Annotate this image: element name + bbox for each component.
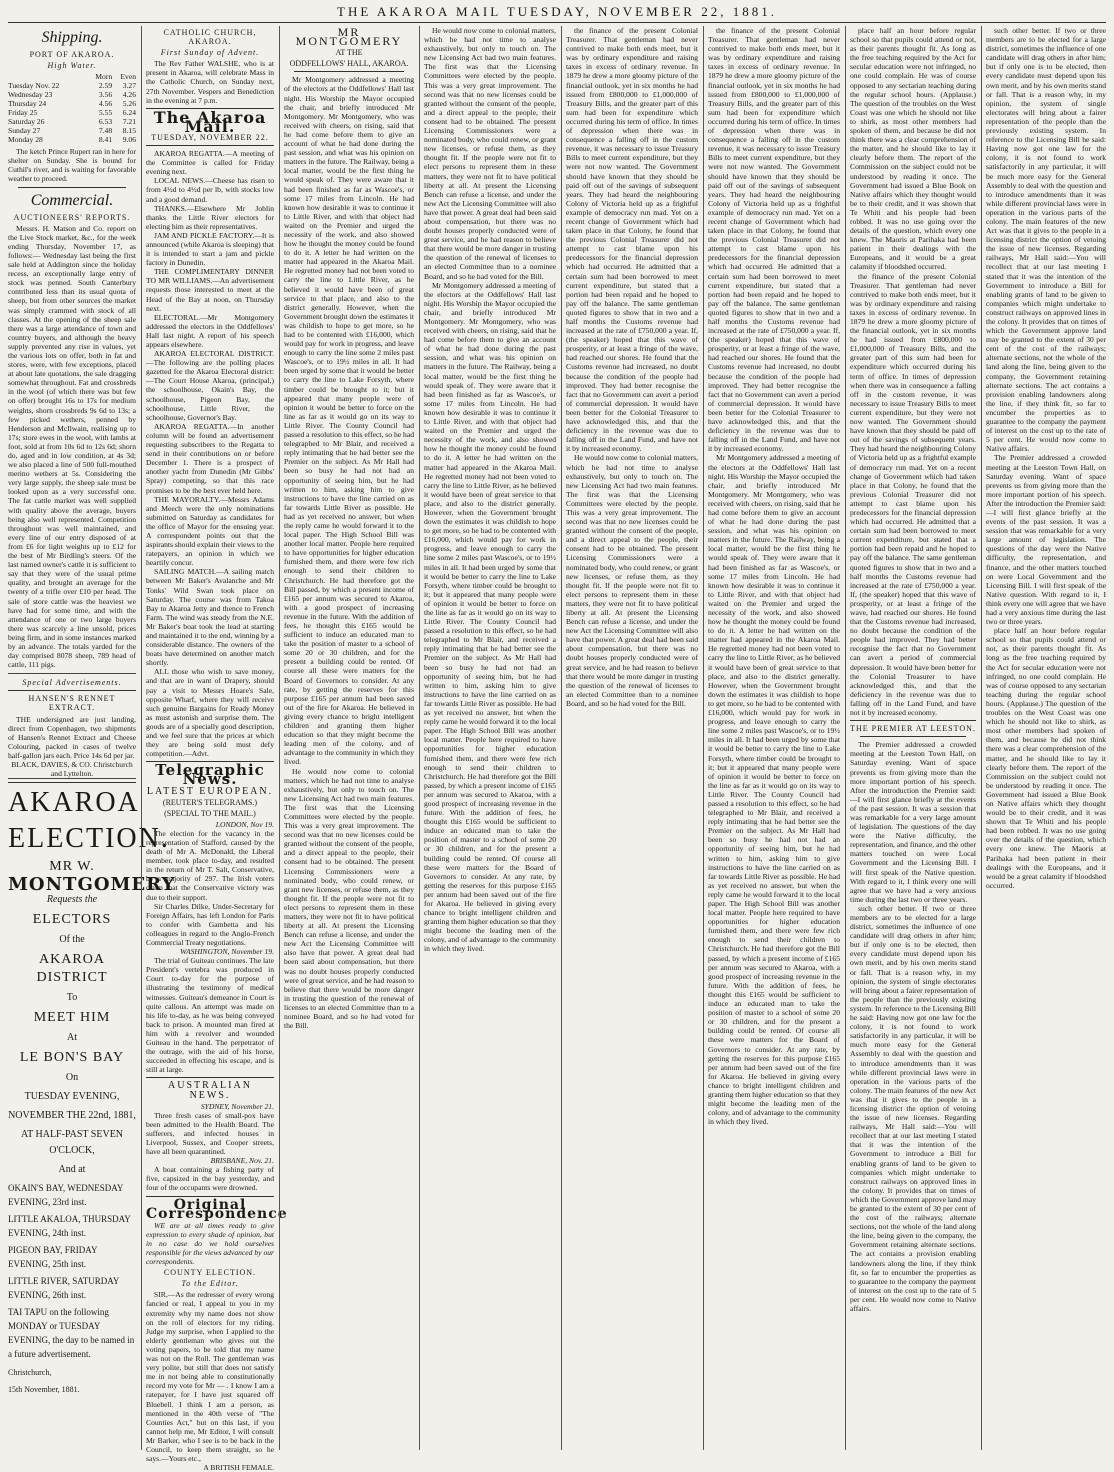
church-body: The Rev Father WALSHE, who is at present in Akaroa, will celebrate Mass in the Catholic Church, on Sunday next, 27th November. Vespers and Benediction in the evening at 7 p.m. — [146, 59, 274, 105]
column-1 — [8, 26, 176, 1450]
hansen-title: HANSEN'S RENNET EXTRACT. — [28, 694, 116, 713]
news-paragraph: The trial of Guiteau continues. The late President's vertebra was produced in Court to-day for the purpose of illustrating the testimony of medical witnesses. Guiteau's demeanor in Court is quite callous. An attempt was made on his life to-day, as he was being conveyed back to prison. A mounted man fired at him with a revolver and wounded Guiteau in the hand. The perpetrator of the outrage, with the aid of his horse, succeeded in effecting his escape, and is still at large. — [146, 956, 274, 1075]
tide-day: Friday 25 — [8, 108, 38, 118]
tide-day: Sunday 27 — [8, 126, 41, 136]
telegraphic-sub1: LATEST EUROPEAN. — [146, 785, 274, 797]
election-ad-line5: Requests the — [46, 894, 98, 906]
tide-even: 7.21 — [122, 117, 136, 127]
dateline: BRISBANE, Nov. 21. — [210, 1156, 274, 1166]
news-paragraph: AKAROA REGATTA.—A meeting of the Committee is called for Friday evening next. — [146, 149, 274, 177]
column-4 — [424, 26, 556, 1450]
divider — [18, 187, 126, 188]
telegraphic-sub3: (SPECIAL TO THE MAIL.) — [164, 808, 256, 818]
hansen-body: THE undersigned are just landing, direct from Copenhagen, two shipments of Hansen's Rennet Extract and Cheese Colouring, packed in cases of twelve half-gallon jars each. Price 14s 6d per jar. — [8, 714, 136, 760]
speech-continued: Mr Montgomery addressed a meeting of the electors at the Oddfellows' Hall last night. His Worship the Mayor occupied the chair, and briefly introduced Mr Montgomery. Mr Montgomery, who was received with cheers, on rising, said that he had come before them to give an account of what he had done during the past session, and what was his opinion on matters in the future. The Railway, being a local matter, would be the first thing he would speak of. They were aware that it had been finished as far as Wascoe's, or some 17 miles from Lincoln. He had known how desirable it was to continue it to Little River, and with that object had waited on the Premier and urged the necessity of the work, and also showed how he thought the money could be found to do it. A letter he had written on the matter had appeared in the Akaroa Mail. He regretted money had not been voted to carry the line to Little River, as he believed it would have been of great service to that place, and also to the district generally. However, when the Government brought down the estimates it was childish to hope to get more, so he had to be contented with £16,000, which would pay for work in progress, and leave enough to carry the line some 2 miles past Wascoe's, or to 19½ miles in all. It had been urged by some that it would be better to carry the line to Lake Forsyth, where timber could be brought to it; but it appeared that many people were of opinion it would be better to force on the line as far as it would go on its way to Little River. The County Council had passed a resolution to this effect, so he had telegraphed to Mr Blair, and received a reply intimating that he had better see the Premier on the subject. As Mr Hall had been so busy he had not had an opportunity of seeing him, but he had written to him, asking him to give instructions to have the line carried on as far towards Little River as possible. He had as yet received no answer, but when the reply came he would forward it to the local paper. The High School Bill was another local matter. People here required to have opportunities for higher education furnished them, and there were few rich enough to send their children to Christchurch. He had therefore got the Bill passed, by which a present income of £165 per annum was secured to Akaroa, with a good prospect of increasing revenue in the future. With the addition of fees, he thought this £165 would be sufficient to induce an educated man to take the position of master to a school of some 20 or 30 children, and for the present a building could be rented. Of course all these were matters for the Board of Governors to consider. At any rate, by getting the reserves for this purpose £165 per annum had been saved out of the fire for Akaroa. He believed in giving every chance to bright intelligent children and granting them higher education so that they might become the leading men of the colony, and of advantage to the community in which they lived. — [708, 453, 841, 1127]
column-rule — [561, 26, 562, 1450]
telegraphic-sub2: (REUTER'S TELEGRAMS.) — [162, 797, 258, 807]
list-item: LITTLE RIVER, SATURDAY EVENING, 26th inst. — [8, 1276, 120, 1301]
table-row — [8, 126, 136, 135]
tide-day: Wednesday 23 — [8, 90, 53, 100]
montgomery-sub1: AT THE — [335, 48, 363, 58]
table-row — [8, 117, 136, 126]
speech-continued: He would now come to colonial matters, which he had not time to analyse exhaustively, but only to touch on. The new Licensing Act had two main features. The first was that the Licensing Committees were elected by the people. This was a very great improvement. The second was that no new licenses could be granted without the consent of the people, and a direct appeal to the people, their consent had to be obtained. The present Licensing Commissioners were a nominated body, who could renew, or grant new licenses, or refuse them, as they thought fit. If the people were not fit to elect persons to represent them in these matters, they were not fit to have political liberty at all. At present the Licensing Bench can refuse a license, and under the new Act the Licensing Committee will also have that power. A great deal had been said about compensation, but there was no doubt houses properly conducted were of great service, and he had reason to believe that there would be more danger in trusting the question of the renewal of licenses to an elected Committee than to a nominee Board, and so he had voted for the Bill. — [566, 453, 698, 708]
dateline: WASHINGTON, November 19. — [180, 947, 274, 957]
australian-title: AUSTRALIAN NEWS. — [168, 1080, 252, 1101]
news-paragraph: THE COMPLIMENTARY DINNER TO MR WILLIAMS.—An advertisement requests those interested to meet at the Head of the Bay at noon, on Thursday next. — [146, 267, 274, 313]
column-6 — [708, 26, 840, 1450]
election-ad-line10: MEET HIM — [33, 1010, 111, 1026]
shipping-note: The ketch Prince Rupert ran in here for shelter on Sunday. She is bound for Cuthil's river, and is waiting for favorable weather to proceed. — [8, 147, 136, 184]
news-paragraph: ALL those who wish to save money, and that are in want of Drapery, should pay a visit to Messrs Hoare's Sale, opposite Wharf, where they will receive such genuine Bargains for Ready Money as must astonish and surprise them. The goods are of a specially good description, and we feel sure that the prices at which they are being sold must defy competition.—Advt. — [146, 667, 274, 759]
column-5 — [566, 26, 698, 1450]
election-ad-line1: AKAROA — [8, 787, 140, 819]
election-ad-line9: To — [66, 992, 78, 1004]
election-ad-line12: LE BON'S BAY — [19, 1050, 125, 1066]
list-item: LITTLE AKALOA, THURSDAY EVENING, 24th inst. — [8, 1214, 131, 1239]
election-ad-line6: ELECTORS — [32, 912, 112, 928]
election-ad-line7: Of the — [59, 934, 85, 946]
montgomery-sub2: ODDFELLOWS' HALL, AKAROA. — [289, 59, 409, 69]
speech-continued: Mr Montgomery addressed a meeting of the electors at the Oddfellows' Hall last night. His Worship the Mayor occupied the chair, and briefly introduced Mr Montgomery. Mr Montgomery, who was received with cheers, on rising, said that he had come before them to give an account of what he had done during the past session, and what was his opinion on matters in the future. The Railway, being a local matter, would be the first thing he would speak of. They were aware that it had been finished as far as Wascoe's, or some 17 miles from Lincoln. He had known how desirable it was to continue it to Little River, and with that object had waited on the Premier and urged the necessity of the work, and also showed how he thought the money could be found to do it. A letter he had written on the matter had appeared in the Akaroa Mail. He regretted money had not been voted to carry the line to Little River, as he believed it would have been of great service to that place, and also to the district generally. However, when the Government brought down the estimates it was childish to hope to get more, so he had to be contented with £16,000, which would pay for work in progress, and leave enough to carry the line some 2 miles past Wascoe's, or to 19½ miles in all. It had been urged by some that it would be better to carry the line to Lake Forsyth, where timber could be brought to it; but it appeared that many people were of opinion it would be better to force on the line as far as it would go on its way to Little River. The County Council had passed a resolution to this effect, so he had telegraphed to Mr Blair, and received a reply intimating that he had better see the Premier on the subject. As Mr Hall had been so busy he had not had an opportunity of seeing him, but he had written to him, asking him to give instructions to have the line carried on as far towards Little River as possible. He had as yet received no answer, but when the reply came he would forward it to the local paper. The High School Bill was another local matter. People here required to have opportunities for higher education furnished them, and there were few rich enough to send their children to Christchurch. He had therefore got the Bill passed, by which a present income of £165 per annum was secured to Akaroa, with a good prospect of increasing revenue in the future. With the addition of fees, he thought this £165 would be sufficient to induce an educated man to take the position of master to a school of some 20 or 30 children, and for the present a building could be rented. Of course all these were matters for the Board of Governors to consider. At any rate, by getting the reserves for this purpose £165 per annum had been saved out of the fire for Akaroa. He believed in giving every chance to bright intelligent children and granting them higher education so that they might become the leading men of the colony, and of advantage to the community in which they lived. — [424, 280, 557, 954]
commercial-body: Messrs. H. Matson and Co. report on the Live Stock market, &c., for the week ending Thursday, November 17, as follows:— Wednesday last being the first sale held at Addington since the holiday recess, an exceptionally large entry of stock was penned. South Canterbury contributed less than its usual quota of sheep, but from other sources the market was simply crammed with stock of all classes. At the opening of the sheep sale there was a large attendance of town and country buyers, and although the heavy supply prevented any rise in values, yet the various lots on offer, both in fat and stores, were, with few exceptions, placed at about late quotations, the sale dragging somewhat throughout. Fat and crossbreds in the wool (of which there was but few on offer) brought 16s to 17s for medium weights, shorn crossbreds 9s 6d to 13s; a few picked wethers, penned by Henderson and McIlwain, realising up to 17s; store ewes in the wool, with lambs at foot, sold at from 10s 6d to 12s 6d; shorn do, aged and in low condition, at 4s 3d; we also placed a line of 500 full-mouthed merino wethers at 5s. Considering the very large supply, the sheep sale must be looked upon as a very successful one. The fat cattle market was well supplied with quality above the average, buyers being also well represented. Competition throughout was well maintained, and every line of our entry disposed of at from £6 for light weights up to £12 for the best of Mr Birdling's steers. Of the last named owner's cattle it is sufficient to say that they were of the usual prime quality, and brought an average for the twenty of a trifle over £10 per head. The sale of store cattle was the heaviest we have had for some time, and with the attendance of one or two large buyers there was scarcely a line unsold, prices being firm, and in some instances marked by an advance. The totals yarded for the day comprised 8078 sheep, 789 head of cattle, 111 pigs. — [8, 223, 136, 670]
news-paragraph: JAM AND PICKLE FACTORY.—It is announced (while Akaroa is sleeping) that it is intended to start a jam and pickle factory in Dunedin. — [146, 230, 274, 268]
shipping-title: Shipping. — [41, 29, 103, 46]
news-paragraph: ELECTORAL.—Mr Montgomery addressed the electors in the Oddfellows' Hall last night. A report of his speech appears elsewhere. — [146, 312, 274, 349]
election-ad-line17: And at — [58, 1164, 86, 1176]
montgomery-title: MR MONTGOMERY — [295, 25, 403, 49]
election-ad-line14: TUESDAY EVENING, — [24, 1091, 120, 1103]
tide-even: 8.15 — [122, 126, 136, 136]
tide-even: 5.26 — [122, 99, 136, 109]
election-ad-line11: At — [67, 1032, 77, 1044]
column-rule — [279, 26, 280, 1450]
column-rule — [845, 26, 846, 1450]
column-7 — [850, 26, 976, 1450]
column-rule — [703, 26, 704, 1450]
tide-day: Tuesday Nov. 22 — [8, 81, 60, 91]
letter-sign: A BRITISH FEMALE. — [203, 1463, 274, 1472]
election-ad-line15: NOVEMBER THE 22nd, 1881, — [8, 1110, 136, 1122]
top-rule — [8, 22, 1106, 23]
table-row — [8, 90, 136, 99]
news-paragraph: The election for the vacancy in the representation of Stafford, caused by the death of Mr A. McDonald, the Liberal member, took place to-day, and resulted in the return of Mr T. Salt, Conservative, by a majority of 297. The Irish voters claim that the Conservative victory was due to their support. — [146, 828, 274, 902]
column-2 — [146, 26, 288, 1472]
premier-body-cont: such other better. If two or three members are to be elected for a large district, sometimes the influence of one candidate will drag others in after him; but if only one is to be elected, then every candidate must depend upon his own merit, and by his own merits stand or fall. That is a reason why, in my opinion, the system of single electorates will bring about a fairer representation of the people than the previously existing system. In reference to the Licensing Bill he said: Having now got one law for the colony, it is not found to work satisfactorily in any particular, it will be much more easy for the General Assembly to deal with the question and to introduce amendments than it was while different provincial laws were in operation in the various parts of the colony. The main features of the new Act was that it gives to the people in a licensing district the option of vetoing the issue of new licenses. Regarding railways, Mr Hall said:—You will recollect that at our last meeting I stated that it was the intention of the Government to introduce a Bill for enabling grants of land to be given to companies which might undertake to construct railways on approved lines in the colony. It provides that on times of which the Government approve land may be granted to the extent of 30 per cent of the cost of the railways; alternate sections, not the whole of the land along the line, being given to the company, the Government retaining alternate sections. The act contains a provision enabling landowners along the line, if they think fit, so far to encumber the properties as to guarantee to the company the payment of interest on the cost up to the rate of 5 per cent. He would now come to Native affairs. — [850, 903, 976, 1314]
tide-morn: 5.55 — [98, 108, 113, 118]
tide-col-morn: Morn — [95, 72, 113, 82]
election-ad-date: 15th November, 1881. — [8, 1385, 80, 1395]
speech-continued: The Premier addressed a crowded meeting at the Leeston Town Hall, on Saturday evening. Want of space prevents us from giving more than the more important portion of his speech. After the introduction the Premier said:—I will first glance briefly at the events of the past session. It was a session that was remarkable for a very large amount of legislation. The questions of the day were the Native difficulty, the representation, and finance, and the other matters touched on were Local Government and the Licensing Bill. I will first speak of the Native question. With regard to it, I think every one will agree that we have had a very anxious time during the last two or three years. — [986, 453, 1106, 627]
column-rule — [141, 26, 142, 1450]
high-water-heading: High Water. — [47, 61, 97, 71]
election-ad — [8, 786, 176, 1395]
tide-even: 3.27 — [122, 81, 136, 91]
tide-header-row — [8, 72, 136, 81]
premier-title: THE PREMIER AT LEESTON. — [850, 724, 976, 734]
tide-morn: 6.53 — [98, 117, 113, 127]
tide-day: Saturday 26 — [8, 117, 45, 127]
news-paragraph: Three fresh cases of small-pox have been admitted to the Health Board. The sufferers, and infected houses in Liverpool, Sussex, and Cooper streets, have all been quarantined. — [146, 1110, 274, 1157]
election-ad-line4: MONTGOMERY — [8, 874, 176, 896]
divider — [860, 736, 966, 737]
speech-continued: He would now come to colonial matters, which he had not time to analyse exhaustively, but only to touch on. The new Licensing Act had two main features. The first was that the Licensing Committees were elected by the people. This was a very great improvement. The second was that no new licenses could be granted without the consent of the people, and a direct appeal to the people, their consent had to be obtained. The present Licensing Commissioners were a nominated body, who could renew, or grant new licenses, or refuse them, as they thought fit. If the people were not fit to elect persons to represent them in these matters, they were not fit to have political liberty at all. At present the Licensing Bench can refuse a license, and under the new Act the Licensing Committee will also have that power. A great deal had been said about compensation, but there was no doubt houses properly conducted were of great service, and he had reason to believe that there would be more danger in trusting the question of the renewal of licenses to an elected Committee than to a nominee Board, and so he had voted for the Bill. — [424, 26, 556, 281]
commercial-title: Commercial. — [30, 191, 114, 209]
election-ad-line3: MR W. — [49, 859, 95, 875]
speech-continued: place half an hour before regular school so that pupils could attend or not, as their parents thought fit. As long as the free teaching required by the Act for secular education were not infringed, no one could complain. He was of course opposed to any sectarian teaching during the regular school hours. (Applause.) The question of the troubles on the West Coast was one which he should not like to shirk, as most other members had spoken of them, and because he did not think there was a clear comprehension of the matter, and he should like to lay it clearly before them. The report of the Commission on the subject could not be understood by reading it once. The Government had issued a Blue Book on Native affairs which they thought would be to their credit, and it was shown that Te Whiti and his people had been robbed. It was no use going over the details of the question, which every one knew. The Maoris at Parihaka had been patient in their dealings with the Europeans, and it would be a great calamity if bloodshed occurred. — [850, 26, 976, 272]
port-heading: PORT OF AKAROA. — [29, 50, 115, 59]
correspondence-note: WE are at all times ready to give expression to every shade of opinion, but in no case do we hold ourselves responsible for the views advanced by our correspondents. — [146, 1220, 274, 1267]
tide-even: 4.26 — [122, 90, 136, 100]
dateline: LONDON, Nov 19. — [215, 819, 274, 829]
tide-morn: 8.41 — [98, 135, 113, 145]
masthead: THE AKAROA MAIL TUESDAY, NOVEMBER 22, 1881. — [337, 4, 777, 19]
divider — [8, 690, 136, 691]
divider — [850, 720, 976, 721]
meeting-schedule — [8, 1181, 136, 1361]
news-paragraph: THANKS.—Elsewhere Mr Joblin thanks the Little River electors for electing him as their representatives. — [146, 203, 274, 231]
speech-continued: the finance of the present Colonial Treasurer. That gentleman had never contrived to make both ends meet, but it was by ordinary expenditure and raising taxes in excess of ordinary revenue. In 1879 he drew a more gloomy picture of the financial outlook, yet in six months he had issued from £800,000 to £1,000,000 of Treasury Bills, and the greater part of this sum had been for expenditure which occurred during his term of office. In times of depression when there was in consequence a falling off in the custom revenue, it was necessary to issue Treasury Bills to meet current expenditure, but they were not now wanted. The Government should have known that they should be paid off out of the savings of subsequent years. They had heard the neighbouring Colony of Victoria held up as a frightful example of democracy run mad. Yet on a recent change of Government which had taken place in that Colony, he found that the previous Colonial Treasurer did not attempt to cast blame upon his predecessors for the financial depression which had occurred. He admitted that a certain sum had been borrowed to meet current expenditure, but stated that a portion had been repaid and he hoped to pay off the balance. The same gentleman quoted figures to show that in two and a half months the Customs revenue had increased at the rate of £750,000 a year. If, (the speaker) hoped that this wave of prosperity, or at least a fringe of the wave, had reached our shores. He found that the Customs revenue had increased, no doubt because the condition of the people had improved. They had better recognise the fact that no Government can avert a period of commercial depression. It would have been better for the Colonial Treasurer to have acknowledged this, and that the deficiency in the revenue was due to falling off in the Land Fund, and have not it by increased economy. — [850, 271, 976, 718]
hansen-sign: BLACK, DAVIES, & CO. Christchurch and Lyttelton. — [11, 760, 133, 779]
list-item: PIGEON BAY, FRIDAY EVENING, 25th inst. — [8, 1245, 98, 1270]
news-paragraph: Sir Charles Dilke, Under-Secretary for Foreign Affairs, has left London for Paris to confer with Gambetta and his colleagues in regard to the Anglo-French Commercial Treaty negotiations. — [146, 901, 274, 947]
letter-title: COUNTY ELECTION. — [163, 1268, 257, 1278]
news-paragraph: LOCAL NEWS.—Cheese has risen to from 4½d to 4½d per lb, with stocks low and a good demand. — [146, 176, 274, 204]
tide-morn: 3.56 — [98, 90, 113, 100]
tide-morn: 2.59 — [98, 81, 113, 91]
tide-even: 6.24 — [122, 108, 136, 118]
tide-col-even: Even — [120, 72, 136, 82]
special-ads-title: Special Advertisements. — [22, 678, 122, 688]
auctioneers-heading: AUCTIONEERS' REPORTS. — [13, 212, 131, 222]
premier-body: The Premier addressed a crowded meeting at the Leeston Town Hall, on Saturday evening. Want of space prevents us from giving more than the more important portion of his speech. After the introduction the Premier said:—I will first glance briefly at the events of the past session. It was a session that was remarkable for a very large amount of legislation. The questions of the day were the Native difficulty, the representation, and finance, and the other matters touched on were Local Government and the Licensing Bill. I will first speak of the Native question. With regard to it, I think every one will agree that we have had a very anxious time during the last two or three years. — [850, 740, 976, 904]
divider — [294, 71, 404, 72]
table-row — [8, 135, 136, 144]
column-3 — [284, 26, 414, 1450]
telegraphic-title: Telegraphic News. — [155, 761, 265, 789]
table-row — [8, 81, 136, 90]
column-rule — [981, 26, 982, 1450]
speech-body: Mr Montgomery addressed a meeting of the electors at the Oddfellows' Hall last night. His Worship the Mayor occupied the chair, and briefly introduced Mr Montgomery. Mr Montgomery, who was received with cheers, on rising, said that he had come before them to give an account of what he had done during the past session, and what was his opinion on matters in the future. The Railway, being a local matter, would be the first thing he would speak of. They were aware that it had been finished as far as Wascoe's, or some 17 miles from Lincoln. He had known how desirable it was to continue it to Little River, and with that object had waited on the Premier and urged the necessity of the work, and also showed how he thought the money could be found to do it. A letter he had written on the matter had appeared in the Akaroa Mail. He regretted money had not been voted to carry the line to Little River, as he believed it would have been of great service to that place, and also to the district generally. However, when the Government brought down the estimates it was childish to hope to get more, so he had to be contented with £16,000, which would pay for work in progress, and leave enough to carry the line some 2 miles past Wascoe's, or to 19½ miles in all. It had been urged by some that it would be better to carry the line to Lake Forsyth, where timber could be brought to it; but it appeared that many people were of opinion it would be better to force on the line as far as it would go on its way to Little River. The County Council had passed a resolution to this effect, so he had telegraphed to Mr Blair, and received a reply intimating that he had better see the Premier on the subject. As Mr Hall had been so busy he had not had an opportunity of seeing him, but he had written to him, asking him to give instructions to have the line carried on as far towards Little River as possible. He had as yet received no answer, but when the reply came he would forward it to the local paper. The High School Bill was another local matter. People here required to have opportunities for higher education furnished them, and there were few rich enough to send their children to Christchurch. He had therefore got the Bill passed, by which a present income of £165 per annum was secured to Akaroa, with a good prospect of increasing revenue in the future. With the addition of fees, he thought this £165 would be sufficient to induce an educated man to take the position of master to a school of some 20 or 30 children, and for the present a building could be rented. Of course all these were matters for the Board of Governors to consider. At any rate, by getting the reserves for this purpose £165 per annum had been saved out of the fire for Akaroa. He believed in giving every chance to bright intelligent children and granting them higher education so that they might become the leading men of the colony, and of advantage to the community in which they lived. — [284, 75, 414, 767]
speech-continued: the finance of the present Colonial Treasurer. That gentleman had never contrived to make both ends meet, but it was by ordinary expenditure and raising taxes in excess of ordinary revenue. In 1879 he drew a more gloomy picture of the financial outlook, yet in six months he had issued from £800,000 to £1,000,000 of Treasury Bills, and the greater part of this sum had been for expenditure which occurred during his term of office. In times of depression when there was in consequence a falling off in the custom revenue, it was necessary to issue Treasury Bills to meet current expenditure, but they were not now wanted. The Government should have known that they should be paid off out of the savings of subsequent years. They had heard the neighbouring Colony of Victoria held up as a frightful example of democracy run mad. Yet on a recent change of Government which had taken place in that Colony, he found that the previous Colonial Treasurer did not attempt to cast blame upon his predecessors for the financial depression which had occurred. He admitted that a certain sum had been borrowed to meet current expenditure, but stated that a portion had been repaid and he hoped to pay off the balance. The same gentleman quoted figures to show that in two and a half months the Customs revenue had increased at the rate of £750,000 a year. If, (the speaker) hoped that this wave of prosperity, or at least a fringe of the wave, had reached our shores. He found that the Customs revenue had increased, no doubt because the condition of the people had improved. They had better recognise the fact that no Government can avert a period of commercial depression. It would have been better for the Colonial Treasurer to have acknowledged this, and that the deficiency in the revenue was due to falling off in the Land Fund, and have not it by increased economy. — [566, 26, 698, 454]
church-title: CATHOLIC CHURCH, AKAROA. — [163, 28, 257, 47]
divider — [8, 782, 136, 783]
news-paragraph: AKAROA ELECTORAL DISTRICT.—The following are the polling places gazetted for the Akaroa Electoral district:—The Court House Akaroa, (principal,) the schoolhouse, Okain's Bay, the schoolhouse, Pigeon Bay, the schoolhouse, Little River, the schoolhouse, Governor's Bay. — [146, 349, 274, 422]
tide-table — [8, 72, 136, 144]
church-subtitle: First Sunday of Advent. — [160, 48, 260, 58]
tide-day: Thursday 24 — [8, 99, 47, 109]
tide-even: 9.06 — [122, 135, 136, 145]
tide-day: Monday 28 — [8, 135, 43, 145]
column-8 — [986, 26, 1106, 1450]
news-paragraph: A boat containing a fishing party of five, capsized in the bay yesterday, and four of the occupants were drowned. — [146, 1165, 274, 1193]
column-rule — [419, 26, 420, 1450]
list-item: OKAIN'S BAY, WEDNESDAY EVENING, 23rd inst. — [8, 1183, 124, 1208]
table-row — [8, 99, 136, 108]
election-ad-line2: ELECTION. — [8, 823, 170, 855]
akaroa-mail-title: The Akaroa Mail. — [153, 107, 267, 136]
dateline: SYDNEY, November 21. — [200, 1101, 274, 1111]
divider — [146, 145, 274, 146]
letter-body: SIR,—As the redresser of every wrong fancied or real, I appeal to you in my extremity why my name does not show on the roll of electors for my riding. Judge my surprise, when I applied to the elderly gentleman who gives out the voting papers, to be told that my name was not on the Roll. The gentleman was very polite, but still that does not satisfy me in not being able to constitutionally record my vote for Mr — . I know I am a ratepayer, for I have just squared off Bluebell. I think I am a person, as mentioned in the 40th verse of "The Counties Act," but on this last, if you cannot help me, Mr Editor, I will consult Mr Barker, who I see is to be back in the Council, to keep them straight, so he says.—Yours etc., — [146, 1290, 274, 1464]
tide-morn: 4.56 — [98, 99, 113, 109]
special-ads — [8, 673, 136, 779]
election-ad-line8: AKAROA DISTRICT — [36, 952, 108, 986]
news-paragraph: SAILING MATCH.—A sailing match between Mr Baker's Avalanche and Mr Tonks' Wild Swan took place on Saturday. The course was from Takoa Bay to Akaroa Jetty and thence to French Farm. The wind was steady from the N.E. Mr Baker's boat took the lead at starting and maintained it to the end, winning by a considerable distance. The owners of the boats have determined on another match shortly. — [146, 567, 275, 668]
divider — [146, 1077, 274, 1078]
election-ad-place: Christchurch, — [8, 1368, 52, 1378]
speech-continued: place half an hour before regular school so that pupils could attend or not, as their parents thought fit. As long as the free teaching required by the Act for secular education were not infringed, no one could complain. He was of course opposed to any sectarian teaching during the regular school hours. (Applause.) The question of the troubles on the West Coast was one which he should not like to shirk, as most other members had spoken of them, and because he did not think there was a clear comprehension of the matter, and he should like to lay it clearly before them. The report of the Commission on the subject could not be understood by reading it once. The Government had issued a Blue Book on Native affairs which they thought would be to their credit, and it was shown that Te Whiti and his people had been robbed. It was no use going over the details of the question, which every one knew. The Maoris at Parihaka had been patient in their dealings with the Europeans, and it would be a great calamity if bloodshed occurred. — [986, 626, 1106, 890]
speech-continued: such other better. If two or three members are to be elected for a large district, sometimes the influence of one candidate will drag others in after him; but if only one is to be elected, then every candidate must depend upon his own merit, and by his own merits stand or fall. That is a reason why, in my opinion, the system of single electorates will bring about a fairer representation of the people than the previously existing system. In reference to the Licensing Bill he said: Having now got one law for the colony, it is not found to work satisfactorily in any particular, it will be much more easy for the General Assembly to deal with the question and to introduce amendments than it was while different provincial laws were in operation in the various parts of the colony. The main features of the new Act was that it gives to the people in a licensing district the option of vetoing the issue of new licenses. Regarding railways, Mr Hall said:—You will recollect that at our last meeting I stated that it was the intention of the Government to introduce a Bill for enabling grants of land to be given to companies which might undertake to construct railways on approved lines in the colony. It provides that on times of which the Government approve land may be granted to the extent of 30 per cent of the cost of the railways; alternate sections, not the whole of the land along the line, being given to the company, the Government retaining alternate sections. The act contains a provision enabling landowners along the line, if they think fit, so far to encumber the properties as to guarantee to the company the payment of interest on the cost up to the rate of 5 per cent. He would now come to Native affairs. — [986, 26, 1106, 454]
election-ad-line13: On — [65, 1072, 79, 1084]
letter-to: To the Editor. — [181, 1279, 239, 1289]
table-row — [8, 108, 136, 117]
news-paragraph: THE MAYORALTY.—Messrs Adams and Meech were the only nominations submitted on Saturday as candidates for the office of Mayor for the ensuing year. A correspondent points out that the aspirants should explain their views to the ratepayers, an opinion in which we heartily concur. — [146, 494, 274, 568]
news-paragraph: AKAROA REGATTA.—In another column will be found an advertisement requesting subscribers to the Regatta to send in their contributions on or before December 1. There is a prospect of another yacht from Dunedin (Mr Gibbs' Spray) competing, so that this race promises to be the best ever held here. — [146, 421, 274, 495]
tide-morn: 7.48 — [98, 126, 113, 136]
list-item: TAI TAPU on the following MONDAY or TUESDAY EVENING, the day to be named in a future advertisement. — [8, 1307, 135, 1360]
election-ad-line16: AT HALF-PAST SEVEN O'CLOCK, — [20, 1129, 124, 1157]
speech-body-2: He would now come to colonial matters, which he had not time to analyse exhaustively, but only to touch on. The new Licensing Act had two main features. The first was that the Licensing Committees were elected by the people. This was a very great improvement. The second was that no new licenses could be granted without the consent of the people, and a direct appeal to the people, their consent had to be obtained. The present Licensing Commissioners were a nominated body, who could renew, or grant new licenses, or refuse them, as they thought fit. If the people were not fit to elect persons to represent them in these matters, they were not fit to have political liberty at all. At present the Licensing Bench can refuse a license, and under the new Act the Licensing Committee will also have that power. A great deal had been said about compensation, but there was no doubt houses properly conducted were of great service, and he had reason to believe that there would be more danger in trusting the question of the renewal of licenses to an elected Committee than to a nominee Board, and so he had voted for the Bill. — [284, 766, 414, 1031]
speech-continued: the finance of the present Colonial Treasurer. That gentleman had never contrived to make both ends meet, but it was by ordinary expenditure and raising taxes in excess of ordinary revenue. In 1879 he drew a more gloomy picture of the financial outlook, yet in six months he had issued from £800,000 to £1,000,000 of Treasury Bills, and the greater part of this sum had been for expenditure which occurred during his term of office. In times of depression when there was in consequence a falling off in the custom revenue, it was necessary to issue Treasury Bills to meet current expenditure, but they were not now wanted. The Government should have known that they should be paid off out of the savings of subsequent years. They had heard the neighbouring Colony of Victoria held up as a frightful example of democracy run mad. Yet on a recent change of Government which had taken place in that Colony, he found that the previous Colonial Treasurer did not attempt to cast blame upon his predecessors for the financial depression which had occurred. He admitted that a certain sum had been borrowed to meet current expenditure, but stated that a portion had been repaid and he hoped to pay off the balance. The same gentleman quoted figures to show that in two and a half months the Customs revenue had increased at the rate of £750,000 a year. If, (the speaker) hoped that this wave of prosperity, or at least a fringe of the wave, had reached our shores. He found that the Customs revenue had increased, no doubt because the condition of the people had improved. They had better recognise the fact that no Government can avert a period of commercial depression. It would have been better for the Colonial Treasurer to have acknowledged this, and that the deficiency in the revenue was due to falling off in the Land Fund, and have not it by increased economy. — [708, 26, 840, 454]
akaroa-mail-date: TUESDAY, NOVEMBER 22. — [151, 132, 269, 142]
correspondence-title: Original Correspondence — [146, 1196, 288, 1222]
